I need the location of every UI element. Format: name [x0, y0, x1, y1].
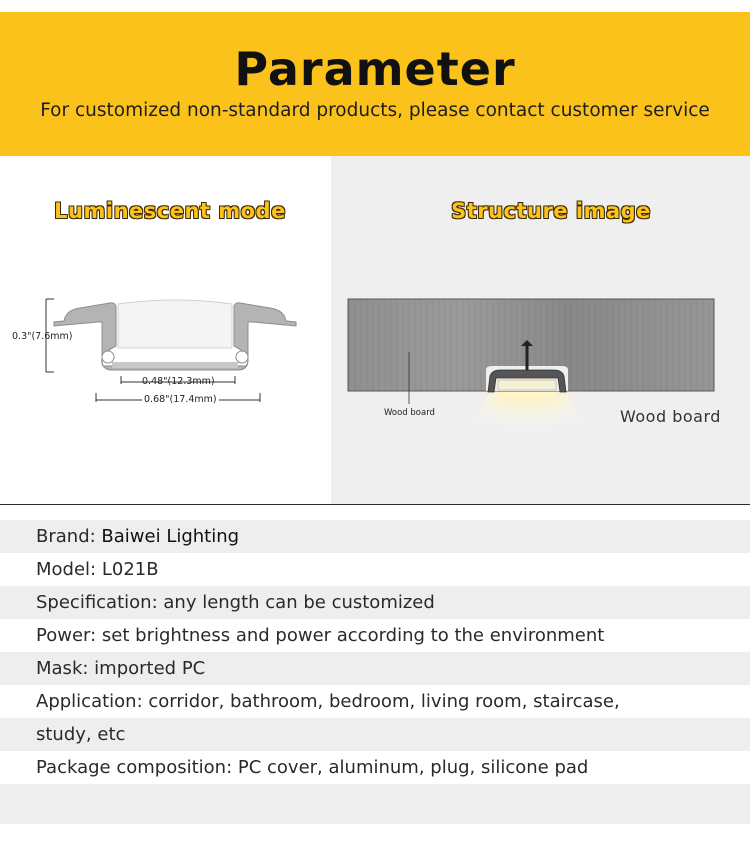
spec-value: study, etc	[36, 724, 126, 745]
spec-row-model	[0, 553, 750, 586]
spec-label: Specification:	[36, 592, 158, 613]
spec-row-application	[0, 685, 750, 718]
wood-board-label: Wood board	[620, 407, 721, 426]
spec-value: Baiwei Lighting	[101, 526, 240, 547]
structure-image-title: Structure image	[451, 199, 651, 223]
spec-row-mask	[0, 652, 750, 685]
spec-label: Power:	[36, 625, 97, 646]
profile-cross-section	[54, 300, 296, 370]
spec-value: set brightness and power according to the environment	[101, 625, 605, 646]
page-subtitle: For customized non-standard products, please contact customer service	[40, 100, 710, 121]
spec-value: L021B	[101, 559, 159, 580]
luminescent-mode-title: Luminescent mode	[54, 199, 286, 223]
spec-label: Model:	[36, 559, 97, 580]
section-divider	[0, 504, 750, 505]
spec-value: PC cover, aluminum, plug, silicone pad	[237, 757, 589, 778]
spec-label: Package composition:	[36, 757, 233, 778]
spec-row-power	[0, 619, 750, 652]
spec-value: corridor, bathroom, bedroom, living room, staircase,	[148, 691, 620, 712]
spec-row-brand	[0, 520, 750, 553]
inner-width-label: 0.48"(12.3mm)	[142, 376, 215, 387]
spec-row-empty	[0, 784, 750, 824]
spec-row-package	[0, 751, 750, 784]
spec-label: Application:	[36, 691, 143, 712]
spec-value: imported PC	[94, 658, 206, 679]
height-dimension-label: 0.3"(7.6mm)	[12, 331, 73, 342]
spec-label: Brand:	[36, 526, 96, 547]
page-title: Parameter	[234, 42, 516, 96]
spec-row-application-cont	[0, 718, 750, 751]
spec-row-specification	[0, 586, 750, 619]
wood-board-small-label: Wood board	[384, 408, 435, 418]
spec-value: any length can be customized	[163, 592, 435, 613]
spec-label: Mask:	[36, 658, 89, 679]
outer-width-label: 0.68"(17.4mm)	[144, 394, 217, 405]
